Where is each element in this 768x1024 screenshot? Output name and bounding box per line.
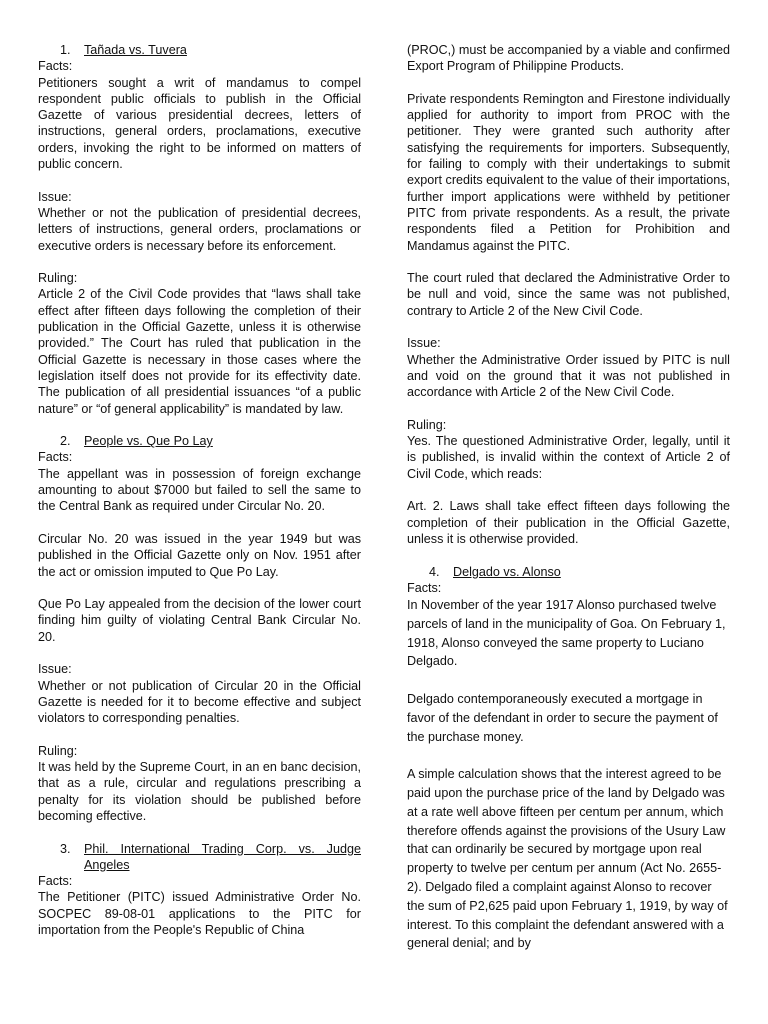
issue-paragraph: Whether or not publication of Circular 20 in the Official Gazette is needed for it to become effective and subject violators to corresponding penalties. [38,678,361,726]
case-heading-2 [38,433,361,449]
issue-label: Issue: [38,662,72,677]
issue-label: Issue: [38,189,72,204]
facts-paragraph: Circular No. 20 was issued in the year 1949 but was published in the Official Gazette only on Nov. 1951 after the act or omission imputed to Que Po Lay. [38,531,361,579]
case-heading-1 [38,42,361,58]
case-number: 2. [60,434,71,449]
case-heading-4 [407,564,730,580]
right-column [407,42,730,970]
ruling-paragraph: Yes. The questioned Administrative Order, legally, until it is published, is invalid within the context of Article 2 of Civil Code, which reads: [407,434,730,481]
facts-paragraph: Que Po Lay appealed from the decision of the lower court finding him guilty of violating Central Bank Circular No. 20. [38,597,361,644]
facts-paragraph: A simple calculation shows that the interest agreed to be paid upon the purchase price of the land by Delgado was at a rate well above fifteen per centum per annum, which therefore offends against the provisions of the Usury Law that can ordinarily be secured by mortgage upon real property to twelve per centum per annum (Act No. 2655-2). Delgado filed a complaint against Alonso to recover the sum of P2,625 paid upon February 1, 1919, by way of interest. To this complaint the defendant answered with a general denial; and by [407,767,728,951]
quoted-law-paragraph: Art. 2. Laws shall take effect fifteen days following the completion of their publication in the Official Gazette, unless it is otherwise provided. [407,499,730,546]
facts-paragraph: Delgado contemporaneously executed a mortgage in favor of the defendant in order to secure the payment of the purchase money. [407,692,718,744]
case-title: Tañada vs. Tuvera [84,43,187,57]
facts-paragraph: In November of the year 1917 Alonso purchased twelve parcels of land in the municipality of Goa. On February 1, 1918, Alonso conveyed the same property to Luciano Delgado. [407,598,726,669]
ruling-paragraph: It was held by the Supreme Court, in an en banc decision, that as a rule, circular and regulations prescribing a penalty for its violation should be published before becoming effective. [38,760,361,823]
case-number: 3. [60,841,71,856]
case-number: 1. [60,43,71,57]
issue-label: Issue: [407,336,441,351]
issue-paragraph: Whether or not the publication of presidential decrees, letters of instructions, general orders, proclamations or executive orders is necessary before its enforcement. [38,205,361,253]
facts-paragraph: Private respondents Remington and Firestone individually applied for authority to import from PROC with the petitioner. They were granted such authority after satisfying the requirements for importers. Subsequently, for failing to comply with their undertakings to submit export credits equivalent to the value of their importations, further import applications were withheld by petitioner PITC from private respondents. As a result, the private respondents filed a Petition for Prohibition and Mandamus against the PITC. [407,91,730,253]
ruling-label: Ruling: [38,743,78,758]
facts-paragraph: The court ruled that declared the Administrative Order to be null and void, since the same was not published, contrary to Article 2 of the New Civil Code. [407,271,730,318]
ruling-label: Ruling: [38,271,78,286]
left-column [38,42,361,955]
facts-paragraph: The appellant was in possession of foreign exchange amounting to about $7000 but failed to sell the same to the Central Bank as required under Circular No. 20. [38,466,361,514]
facts-label: Facts: [38,59,73,74]
ruling-label: Ruling: [407,417,447,432]
case-number: 4. [429,564,440,579]
facts-paragraph: The Petitioner (PITC) issued Administrative Order No. SOCPEC 89-08-01 applications to the PITC for importation from the People's Republic of China [38,890,361,938]
facts-paragraph: Petitioners sought a writ of mandamus to compel respondent public officials to publish in the Official Gazette of various presidential decrees, letters of instructions, general orders, proclamations, executive orders, invoking the right to be informed on matters of public concern. [38,75,361,172]
facts-label: Facts: [38,874,73,889]
facts-paragraph-continued: (PROC,) must be accompanied by a viable and confirmed Export Program of Philippine Products. [407,43,730,74]
ruling-paragraph: Article 2 of the Civil Code provides that “laws shall take effect after fifteen days following the completion of their publication in the Official Gazette, unless it is otherwise provided.” The Court has ruled that publication in the Official Gazette is necessary in those cases where the legislation itself does not provide for its effectivity date. The publication of all presidential issuances “of a public nature” or “of general applicability” is mandated by law. [38,287,361,416]
case-heading-3 [38,841,361,874]
case-title: People vs. Que Po Lay [84,434,213,449]
facts-label: Facts: [38,450,73,465]
issue-paragraph: Whether the Administrative Order issued by PITC is null and void on the ground that it was not published in accordance with Article 2 of the New Civil Code. [407,352,730,400]
facts-label: Facts: [407,580,442,595]
case-title: Delgado vs. Alonso [453,564,561,579]
case-title: Phil. International Trading Corp. vs. Judge Angeles [84,841,361,872]
